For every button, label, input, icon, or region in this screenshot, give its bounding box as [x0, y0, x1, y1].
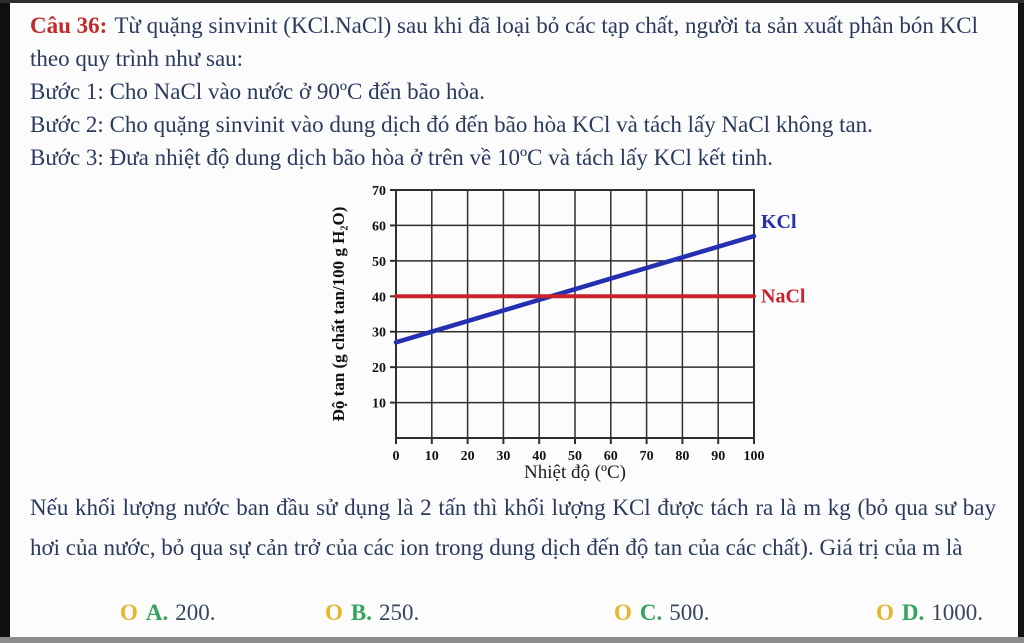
option-b-radio[interactable]: O [325, 600, 343, 625]
option-b[interactable] [325, 600, 419, 626]
answer-options [0, 600, 1024, 630]
option-c-radio[interactable]: O [614, 600, 632, 625]
question-text-block [30, 9, 996, 174]
svg-text:10: 10 [372, 396, 386, 412]
solubility-chart [320, 177, 820, 482]
svg-text:60: 60 [372, 219, 386, 235]
svg-text:80: 80 [675, 449, 690, 464]
photo-edge-top [0, 0, 1024, 3]
option-d-letter: D. [901, 600, 925, 625]
step-2: Bước 2: Cho quặng sinvinit vào dung dịch đó đến bão hòa KCl và tách lấy NaCl không tan. [30, 112, 873, 137]
svg-text:20: 20 [372, 361, 386, 377]
svg-text:50: 50 [568, 449, 582, 464]
option-a-letter: A. [145, 600, 169, 625]
option-a[interactable] [120, 600, 216, 626]
svg-text:30: 30 [372, 325, 386, 341]
option-a-radio[interactable]: O [120, 600, 138, 625]
svg-text:60: 60 [603, 449, 618, 464]
svg-text:50: 50 [372, 254, 386, 270]
svg-text:20: 20 [460, 449, 475, 464]
photo-edge-bottom [0, 637, 1024, 643]
svg-text:70: 70 [639, 449, 654, 464]
step-1: Bước 1: Cho NaCl vào nước ở 90ºC đến bão hòa. [30, 79, 486, 104]
option-d-value: 1000. [931, 600, 984, 625]
option-a-value: 200. [175, 600, 216, 625]
photo-edge-left [0, 0, 10, 643]
option-b-letter: B. [350, 600, 372, 625]
question-intro-paragraph [30, 9, 996, 75]
option-c-value: 500. [669, 600, 710, 625]
solubility-chart-svg [320, 177, 820, 482]
question-intro: Từ quặng sinvinit (KCl.NaCl) sau khi đã loại bỏ các tạp chất, người ta sản xuất phân bón KCl theo quy trình như sau: [30, 13, 978, 71]
photo-edge-right [1018, 0, 1024, 643]
svg-text:90: 90 [711, 449, 726, 464]
svg-text:0: 0 [392, 449, 400, 464]
question-number: Câu 36: [30, 13, 108, 38]
svg-text:30: 30 [496, 449, 511, 464]
svg-text:Độ tan (g chất tan/100 g H₂O): Độ tan (g chất tan/100 g H₂O) [329, 206, 348, 422]
option-d[interactable] [876, 600, 983, 626]
option-c[interactable] [614, 600, 710, 626]
question-body: Nếu khối lượng nước ban đầu sử dụng là 2 tấn thì khối lượng KCl được tách ra là m kg (bỏ qua sư bay hơi của nước, bỏ qua sự cản trở của các ion trong dung dịch đến độ tan của các chất). Giá trị của m là [30, 495, 996, 560]
option-d-radio[interactable]: O [876, 600, 894, 625]
svg-text:100: 100 [743, 449, 765, 464]
svg-text:40: 40 [532, 449, 547, 464]
svg-text:NaCl: NaCl [761, 285, 806, 308]
svg-text:10: 10 [424, 449, 439, 464]
svg-text:Nhiệt độ (ºC): Nhiệt độ (ºC) [524, 462, 626, 482]
svg-text:KCl: KCl [761, 211, 797, 234]
svg-text:70: 70 [372, 184, 386, 199]
option-b-value: 250. [378, 600, 420, 625]
option-c-letter: C. [639, 600, 663, 625]
step-3: Bước 3: Đưa nhiệt độ dung dịch bão hòa ở trên về 10ºC và tách lấy KCl kết tinh. [30, 145, 774, 170]
svg-text:40: 40 [372, 290, 386, 306]
